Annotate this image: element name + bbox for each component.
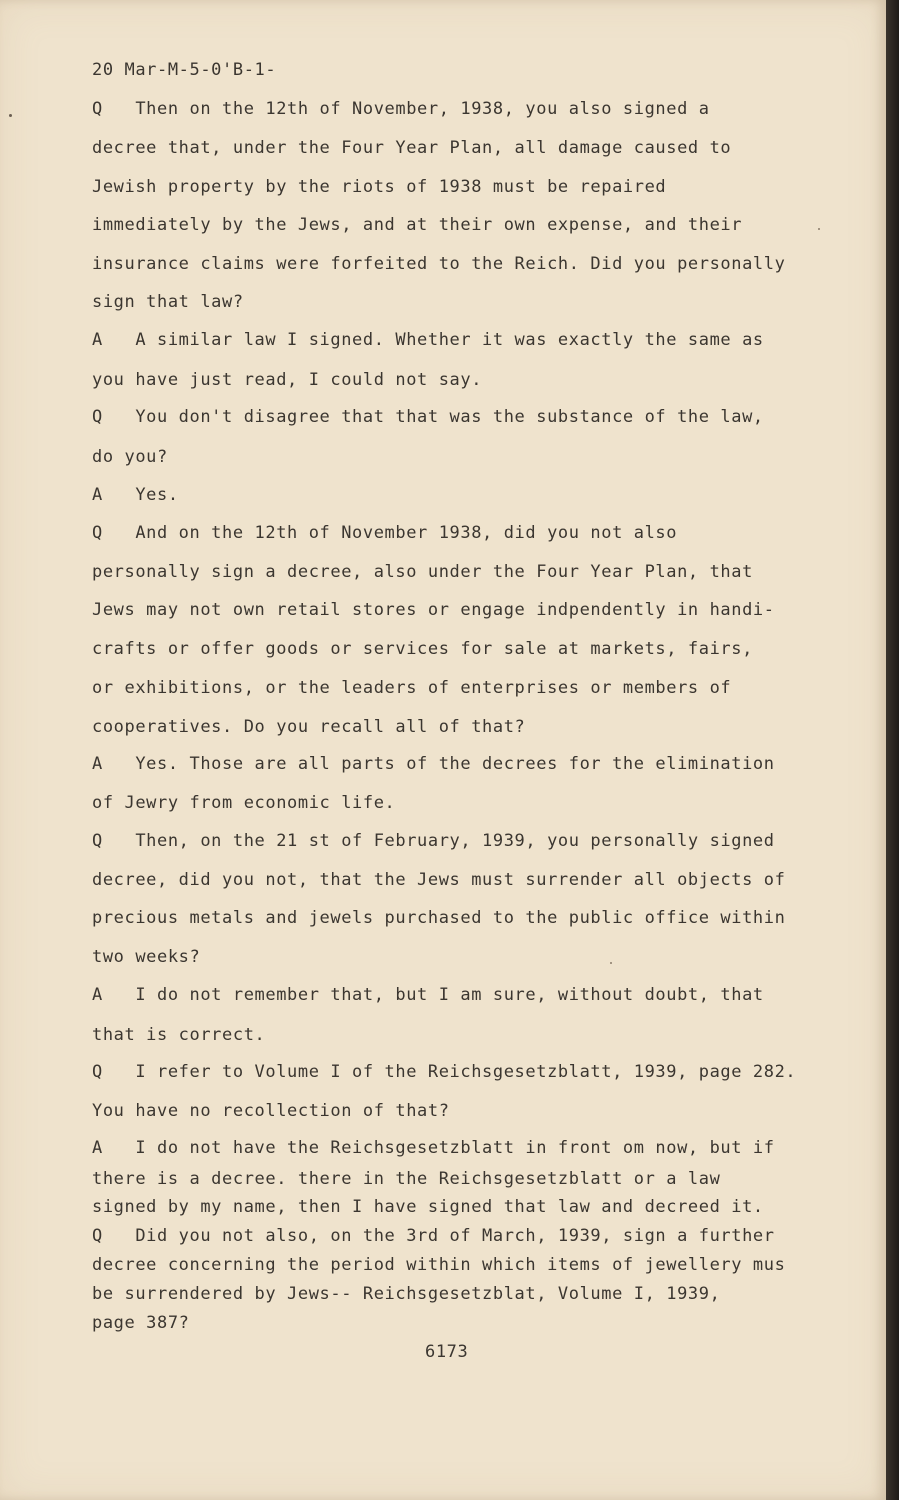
text-line: insurance claims were forfeited to the Reich. Did you personally <box>92 254 786 274</box>
text-line: Q And on the 12th of November 1938, did you not also <box>92 523 678 543</box>
text-line: decree, did you not, that the Jews must surrender all objects of <box>92 870 786 890</box>
text-line: cooperatives. Do you recall all of that? <box>92 717 526 737</box>
margin-mark <box>9 114 12 117</box>
text-line: immediately by the Jews, and at their own expense, and their <box>92 215 743 235</box>
text-line: signed by my name, then I have signed that law and decreed it. <box>92 1197 764 1217</box>
text-line: Q Then, on the 21 st of February, 1939, you personally signed <box>92 831 775 851</box>
text-line: you have just read, I could not say. <box>92 370 483 390</box>
text-line: sign that law? <box>92 292 244 312</box>
text-line: decree concerning the period within which items of jewellery mus <box>92 1255 786 1275</box>
text-line: of Jewry from economic life. <box>92 793 396 813</box>
text-line: Q Then on the 12th of November, 1938, you also signed a <box>92 99 710 119</box>
text-line: there is a decree. there in the Reichsgesetzblatt or a law <box>92 1169 721 1189</box>
text-line: Q You don't disagree that that was the substance of the law, <box>92 407 764 427</box>
document-header: 20 Mar-M-5-0'B-1- <box>92 60 277 80</box>
speck <box>818 228 820 230</box>
text-line: A A similar law I signed. Whether it was exactly the same as <box>92 330 764 350</box>
text-line: A I do not have the Reichsgesetzblatt in front om now, but if <box>92 1138 775 1158</box>
text-line: decree that, under the Four Year Plan, all damage caused to <box>92 138 732 158</box>
text-line: A Yes. <box>92 485 179 505</box>
page-edge <box>886 0 899 1500</box>
page-number: 6173 <box>425 1342 469 1362</box>
text-line: crafts or offer goods or services for sale at markets, fairs, <box>92 639 753 659</box>
text-line: A Yes. Those are all parts of the decrees for the elimination <box>92 754 775 774</box>
text-line: or exhibitions, or the leaders of enterprises or members of <box>92 678 732 698</box>
text-line: be surrendered by Jews-- Reichsgesetzblat, Volume I, 1939, <box>92 1284 721 1304</box>
speck <box>610 962 612 964</box>
text-line: Jewish property by the riots of 1938 must be repaired <box>92 177 667 197</box>
text-line: personally sign a decree, also under the Four Year Plan, that <box>92 562 753 582</box>
text-line: A I do not remember that, but I am sure, without doubt, that <box>92 985 764 1005</box>
text-line: You have no recollection of that? <box>92 1101 450 1121</box>
text-line: Q Did you not also, on the 3rd of March, 1939, sign a further <box>92 1226 775 1246</box>
text-line: Q I refer to Volume I of the Reichsgesetzblatt, 1939, page 282. <box>92 1062 797 1082</box>
text-line: precious metals and jewels purchased to the public office within <box>92 908 786 928</box>
text-line: two weeks? <box>92 947 201 967</box>
text-line: that is correct. <box>92 1025 266 1045</box>
text-line: Jews may not own retail stores or engage indpendently in handi- <box>92 600 775 620</box>
text-line: do you? <box>92 447 168 467</box>
text-line: page 387? <box>92 1313 190 1333</box>
